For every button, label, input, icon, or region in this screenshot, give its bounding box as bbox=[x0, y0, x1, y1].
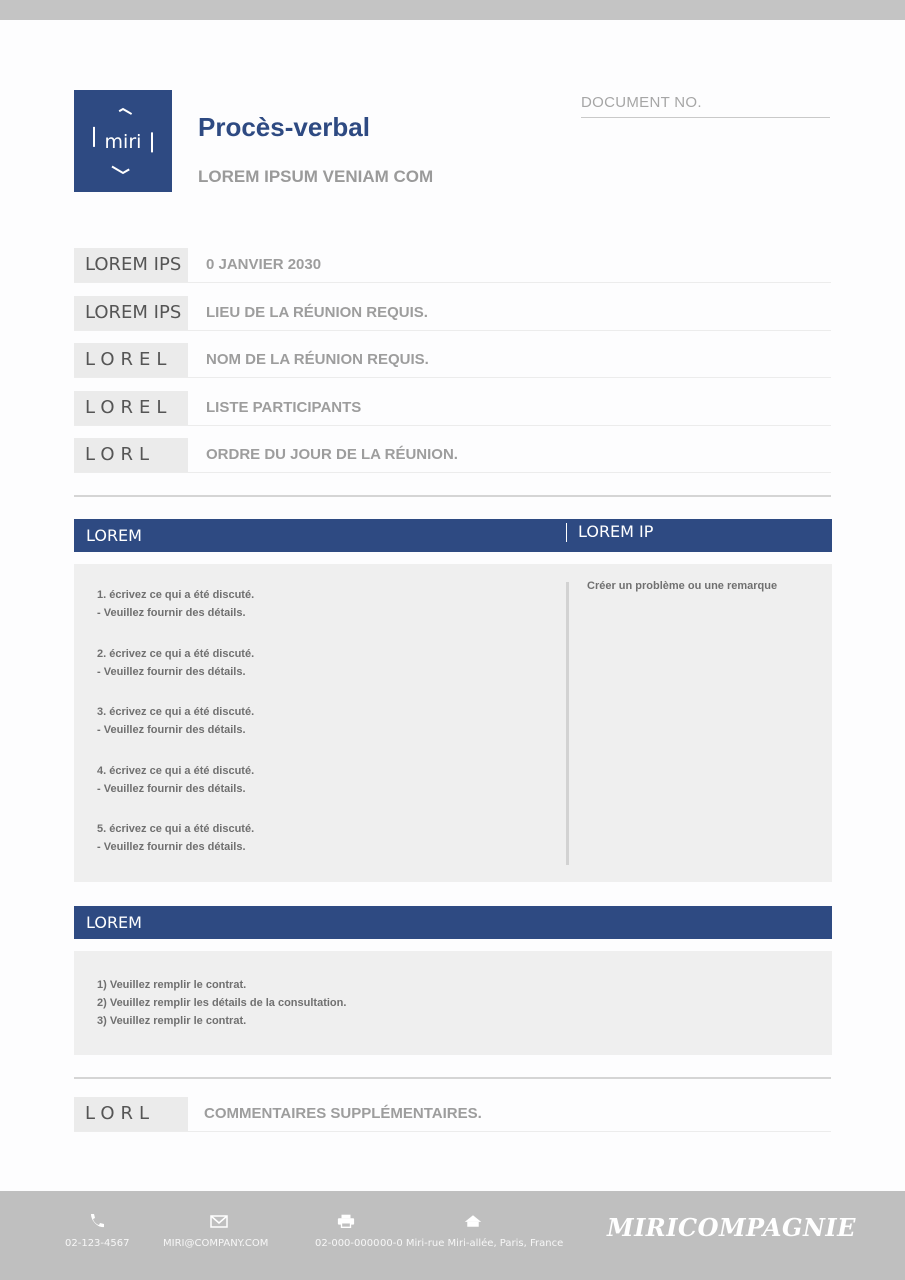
info-value[interactable]: ORDRE DU JOUR DE LA RÉUNION. bbox=[206, 446, 458, 463]
info-value[interactable]: NOM DE LA RÉUNION REQUIS. bbox=[206, 351, 429, 368]
footer-email[interactable]: MIRI@COMPANY.COM bbox=[163, 1238, 269, 1249]
section-divider bbox=[74, 495, 831, 497]
info-row-meeting-name bbox=[74, 343, 831, 377]
info-row-date bbox=[74, 248, 831, 282]
footer-address[interactable]: 00-0 Miri-rue Miri-allée, Paris, France bbox=[380, 1238, 564, 1249]
discussion-item[interactable]: 2. écrivez ce qui a été discuté. - Veuillez fournir des détails. bbox=[97, 648, 255, 678]
footer-phone[interactable]: 02-123-4567 bbox=[65, 1238, 130, 1249]
comments-value[interactable]: COMMENTAIRES SUPPLÉMENTAIRES. bbox=[204, 1105, 482, 1122]
info-label: LOREM IPS bbox=[74, 296, 188, 330]
tasks-header: LOREM bbox=[86, 913, 142, 932]
footer-fax[interactable]: 02-000-0000 bbox=[315, 1238, 380, 1249]
task-item[interactable]: 1) Veuillez remplir le contrat. bbox=[97, 979, 247, 991]
footer bbox=[0, 1191, 905, 1280]
document-number-field[interactable] bbox=[581, 117, 830, 118]
discussion-item[interactable]: 1. écrivez ce qui a été discuté. - Veuillez fournir des détails. bbox=[97, 589, 255, 619]
mail-icon bbox=[210, 1213, 228, 1229]
info-label: LOREM IPS bbox=[74, 248, 188, 282]
discussion-item[interactable]: 5. écrivez ce qui a été discuté. - Veuillez fournir des détails. bbox=[97, 823, 255, 853]
comments-label: LORL bbox=[74, 1097, 188, 1131]
info-row-agenda bbox=[74, 438, 831, 472]
discussion-header-right: LOREM IP bbox=[578, 522, 654, 541]
info-value[interactable]: 0 JANVIER 2030 bbox=[206, 256, 322, 273]
page-subtitle: LOREM IPSUM VENIAM COM bbox=[198, 167, 434, 186]
document-number-label: DOCUMENT NO. bbox=[581, 94, 702, 111]
page-title: Procès-verbal bbox=[198, 112, 370, 142]
brand-name: MIRICOMPAGNIE bbox=[607, 1213, 856, 1242]
header-divider bbox=[566, 523, 567, 542]
discussion-header-left: LOREM bbox=[86, 526, 142, 545]
discussion-panel bbox=[74, 564, 832, 882]
info-label: LORL bbox=[74, 438, 188, 472]
task-item[interactable]: 3) Veuillez remplir le contrat. bbox=[97, 1015, 247, 1027]
home-icon bbox=[464, 1213, 482, 1229]
info-row-participants bbox=[74, 391, 831, 425]
tasks-panel bbox=[74, 951, 832, 1055]
discussion-item[interactable]: 4. écrivez ce qui a été discuté. - Veuillez fournir des détails. bbox=[97, 765, 255, 795]
phone-icon bbox=[88, 1213, 106, 1229]
company-logo bbox=[74, 90, 172, 192]
discussion-item[interactable]: 3. écrivez ce qui a été discuté. - Veuillez fournir des détails. bbox=[97, 706, 255, 736]
section-divider bbox=[74, 1077, 831, 1079]
logo-text: miri bbox=[104, 131, 142, 153]
info-label: LOREL bbox=[74, 343, 188, 377]
info-value[interactable]: LIEU DE LA RÉUNION REQUIS. bbox=[206, 304, 428, 321]
info-label: LOREL bbox=[74, 391, 188, 425]
comments-row bbox=[74, 1097, 831, 1131]
top-bar bbox=[0, 0, 905, 20]
printer-icon bbox=[337, 1213, 355, 1229]
task-item[interactable]: 2) Veuillez remplir les détails de la consultation. bbox=[97, 997, 347, 1009]
remark-text[interactable]: Créer un problème ou une remarque bbox=[587, 580, 778, 592]
info-row-location bbox=[74, 296, 831, 330]
tasks-header-bar bbox=[74, 906, 832, 939]
column-divider bbox=[566, 582, 569, 865]
discussion-header-bar bbox=[74, 519, 832, 552]
info-value[interactable]: LISTE PARTICIPANTS bbox=[206, 399, 362, 416]
